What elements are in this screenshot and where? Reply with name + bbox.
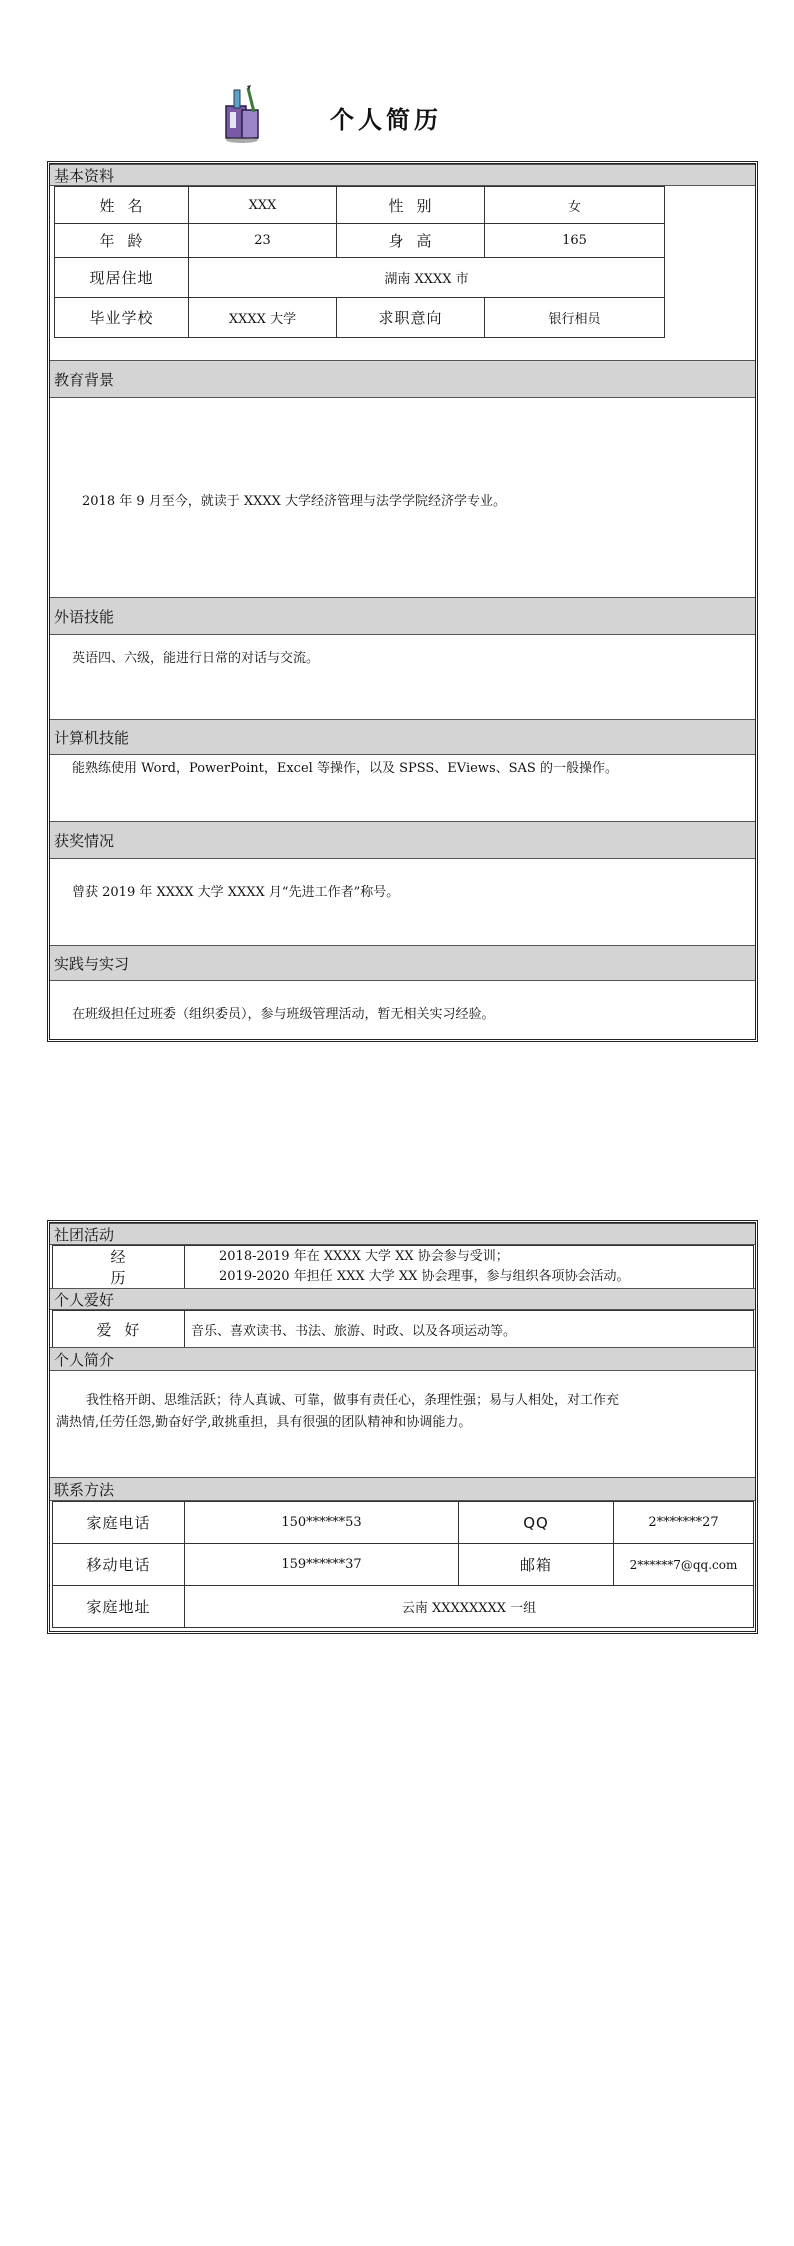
home-phone-value: 150******53 bbox=[185, 1502, 459, 1544]
home-phone-label: 家庭电话 bbox=[53, 1502, 185, 1544]
education-body bbox=[50, 398, 755, 597]
residence-value: 湖南 XXXX 市 bbox=[189, 258, 665, 298]
language-body bbox=[50, 635, 755, 719]
school-label: 毕业学校 bbox=[55, 298, 189, 338]
name-value: XXX bbox=[189, 187, 337, 224]
basic-info-header: 基本资料 bbox=[50, 164, 755, 186]
hobbies-header: 个人爱好 bbox=[50, 1288, 755, 1310]
language-text: 英语四、六级，能进行日常的对话与交流。 bbox=[72, 651, 320, 666]
intro-header: 个人简介 bbox=[50, 1347, 755, 1371]
age-label: 年 龄 bbox=[55, 224, 189, 258]
school-value: XXXX 大学 bbox=[189, 298, 337, 338]
practice-text: 在班级担任过班委（组织委员），参与班级管理活动，暂无相关实习经验。 bbox=[72, 1007, 495, 1022]
awards-body bbox=[50, 859, 755, 945]
job-intention-value: 银行相员 bbox=[485, 298, 665, 338]
height-value: 165 bbox=[485, 224, 665, 258]
education-text: 2018 年 9 月至今，就读于 XXXX 大学经济管理与法学学院经济学专业。 bbox=[82, 494, 507, 509]
contact-header: 联系方法 bbox=[50, 1477, 755, 1501]
intro-body bbox=[50, 1371, 755, 1441]
age-value: 23 bbox=[189, 224, 337, 258]
clubs-table bbox=[52, 1245, 754, 1289]
intro-line-2: 满热情,任劳任怨,勤奋好学,敢挑重担，具有很强的团队精神和协调能力。 bbox=[56, 1415, 472, 1430]
gender-value: 女 bbox=[485, 187, 665, 224]
job-intention-label: 求职意向 bbox=[337, 298, 485, 338]
computer-body bbox=[50, 755, 755, 821]
resume-header bbox=[0, 78, 794, 148]
intro-line-1: 我性格开朗、思维活跃；待人真诚、可靠，做事有责任心，条理性强；易与人相处，对工作充 bbox=[86, 1393, 620, 1408]
name-label: 姓 名 bbox=[55, 187, 189, 224]
clubs-label: 经 历 bbox=[53, 1246, 185, 1289]
qq-label: QQ bbox=[459, 1502, 614, 1544]
hobbies-table bbox=[52, 1310, 754, 1348]
mobile-phone-value: 159******37 bbox=[185, 1544, 459, 1586]
address-label: 家庭地址 bbox=[53, 1586, 185, 1628]
email-label: 邮箱 bbox=[459, 1544, 614, 1586]
hobbies-text: 音乐、喜欢读书、书法、旅游、时政、以及各项运动等。 bbox=[185, 1311, 754, 1348]
clubs-header: 社团活动 bbox=[50, 1223, 755, 1245]
gender-label: 性 别 bbox=[337, 187, 485, 224]
language-header: 外语技能 bbox=[50, 597, 755, 635]
contact-table bbox=[52, 1501, 754, 1628]
mobile-phone-label: 移动电话 bbox=[53, 1544, 185, 1586]
awards-header: 获奖情况 bbox=[50, 821, 755, 859]
books-pencil-icon bbox=[218, 84, 268, 144]
basic-info-table bbox=[54, 186, 665, 338]
residence-label: 现居住地 bbox=[55, 258, 189, 298]
height-label: 身 高 bbox=[337, 224, 485, 258]
hobbies-label: 爱 好 bbox=[53, 1311, 185, 1348]
email-value: 2******7@qq.com bbox=[614, 1544, 754, 1586]
computer-text: 能熟练使用 Word，PowerPoint，Excel 等操作，以及 SPSS、EViews、SAS 的一般操作。 bbox=[72, 761, 618, 776]
education-header: 教育背景 bbox=[50, 360, 755, 398]
address-value: 云南 XXXXXXXX 一组 bbox=[185, 1586, 754, 1628]
practice-header: 实践与实习 bbox=[50, 945, 755, 981]
practice-body bbox=[50, 981, 755, 1039]
qq-value: 2*******27 bbox=[614, 1502, 754, 1544]
resume-page-1 bbox=[47, 161, 758, 1042]
resume-page-2 bbox=[47, 1220, 758, 1634]
clubs-line-1: 2018-2019 年在 XXXX 大学 XX 协会参与受训； bbox=[219, 1249, 509, 1264]
clubs-experience bbox=[185, 1246, 754, 1289]
page-title: 个人简历 bbox=[330, 105, 442, 134]
computer-header: 计算机技能 bbox=[50, 719, 755, 755]
awards-text: 曾获 2019 年 XXXX 大学 XXXX 月“先进工作者”称号。 bbox=[72, 885, 400, 900]
clubs-line-2: 2019-2020 年担任 XXX 大学 XX 协会理事，参与组织各项协会活动。 bbox=[219, 1269, 630, 1284]
